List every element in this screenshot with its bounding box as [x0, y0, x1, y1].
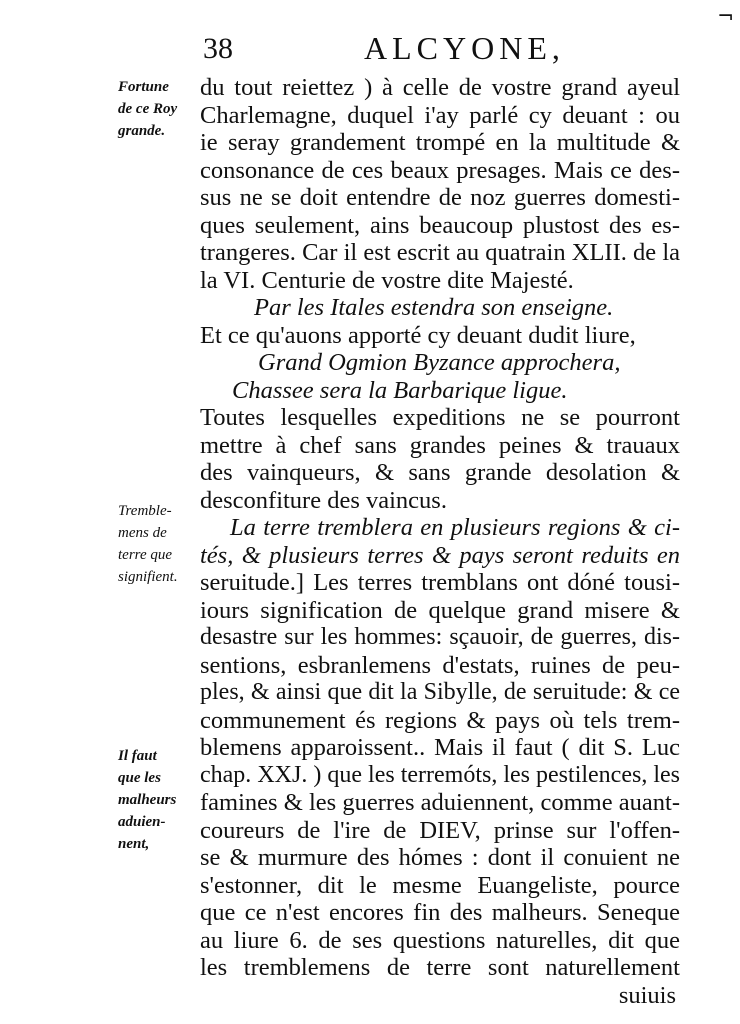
main-text-block — [200, 74, 680, 1009]
text-line: des vainqueurs, & sans grande desolation & — [200, 459, 680, 486]
text-line: iours signification de quelque grand misere & — [200, 596, 680, 624]
margin-note-fortune — [118, 76, 177, 142]
margin-note-line: Tremble- — [118, 503, 172, 519]
text-line: du tout reiettez ) à celle de vostre grand ayeul — [200, 74, 680, 101]
text-line: se & murmure des hómes : dont il conuient ne — [200, 844, 680, 871]
text-line: mettre à chef sans grandes peines & trauaux — [200, 431, 680, 459]
quote-line: La terre tremblera en plusieurs regions & ci- — [230, 514, 680, 541]
text-line: blemens apparoissent.. Mais il faut ( dit S. Luc — [200, 734, 680, 761]
text-line: trangeres. Car il est escrit au quatrain XLII. de la — [200, 239, 680, 266]
text-line: que ce n'est encores fin des malheurs. Seneque — [200, 899, 680, 926]
text-line: s'estonner, dit le mesme Euangeliste, pource — [200, 871, 680, 899]
page-header — [0, 30, 740, 70]
text-line: chap. XXJ. ) que les terremóts, les pestilences, les — [200, 761, 680, 788]
text-line: Toutes lesquelles expeditions ne se pourront — [200, 404, 680, 431]
margin-note-line: signifient. — [118, 569, 178, 585]
text-line: ples, & ainsi que dit la Sibylle, de seruitude: & ce — [200, 679, 680, 705]
text-line: desastre sur les hommes: sçauoir, de guerres, dis- — [200, 624, 680, 650]
text-line: ie seray grandement trompé en la multitude & — [200, 129, 680, 156]
margin-note-line: Fortune — [118, 79, 169, 95]
margin-note-line: aduien- — [118, 814, 166, 830]
margin-note-line: terre que — [118, 547, 173, 563]
verse-line: Grand Ogmion Byzance approchera, — [258, 349, 621, 376]
text-line: sus ne se doit entendre de noz guerres domesti- — [200, 184, 680, 211]
margin-note-line: mens de — [118, 525, 167, 541]
verse-line: Par les Itales estendra son enseigne. — [254, 294, 614, 321]
text-line: seruitude.] Les terres tremblans ont dóné tousi- — [200, 569, 680, 596]
verse-line: Chassee sera la Barbarique ligue. — [232, 376, 568, 404]
margin-note-line: que les — [118, 770, 161, 786]
text-line: consonance de ces beaux presages. Mais ce des- — [200, 156, 680, 184]
margin-note-malheurs — [118, 745, 176, 855]
text-line: famines & les guerres aduiennent, comme auant- — [200, 789, 680, 816]
text-line: coureurs de l'ire de DIEV, prinse sur l'offen- — [200, 816, 680, 844]
margin-note-line: Il faut — [118, 748, 157, 764]
text-line: desconfiture des vaincus. — [200, 486, 447, 514]
text-line: sentions, esbranlemens d'estats, ruines de peu- — [200, 651, 680, 679]
margin-note-line: grande. — [118, 123, 166, 139]
text-line: Et ce qu'auons apporté cy deuant dudit liure, — [200, 321, 636, 349]
margin-note-line: de ce Roy — [118, 101, 178, 117]
catchword: suiuis — [618, 981, 676, 1009]
text-line: les tremblemens de terre sont naturellement — [200, 954, 680, 981]
text-line: ques seulement, ains beaucoup plustost des es- — [200, 211, 680, 239]
text-line: au liure 6. de ses questions naturelles, dit que — [200, 926, 680, 954]
text-line: communement és regions & pays où tels trem- — [200, 706, 680, 734]
margin-note-line: nent, — [118, 836, 150, 852]
running-head: ALCYONE, — [364, 30, 565, 66]
text-line: la VI. Centurie de vostre dite Majesté. — [200, 266, 574, 294]
corner-mark: ¬ — [717, 4, 734, 28]
margin-note-tremblemens — [118, 500, 178, 588]
margin-note-line: malheurs — [118, 792, 177, 808]
text-line: Charlemagne, duquel i'ay parlé cy deuant : ou — [200, 101, 680, 129]
page-number: 38 — [203, 32, 233, 65]
quote-line: tés, & plusieurs terres & pays seront reduits en — [200, 541, 680, 569]
